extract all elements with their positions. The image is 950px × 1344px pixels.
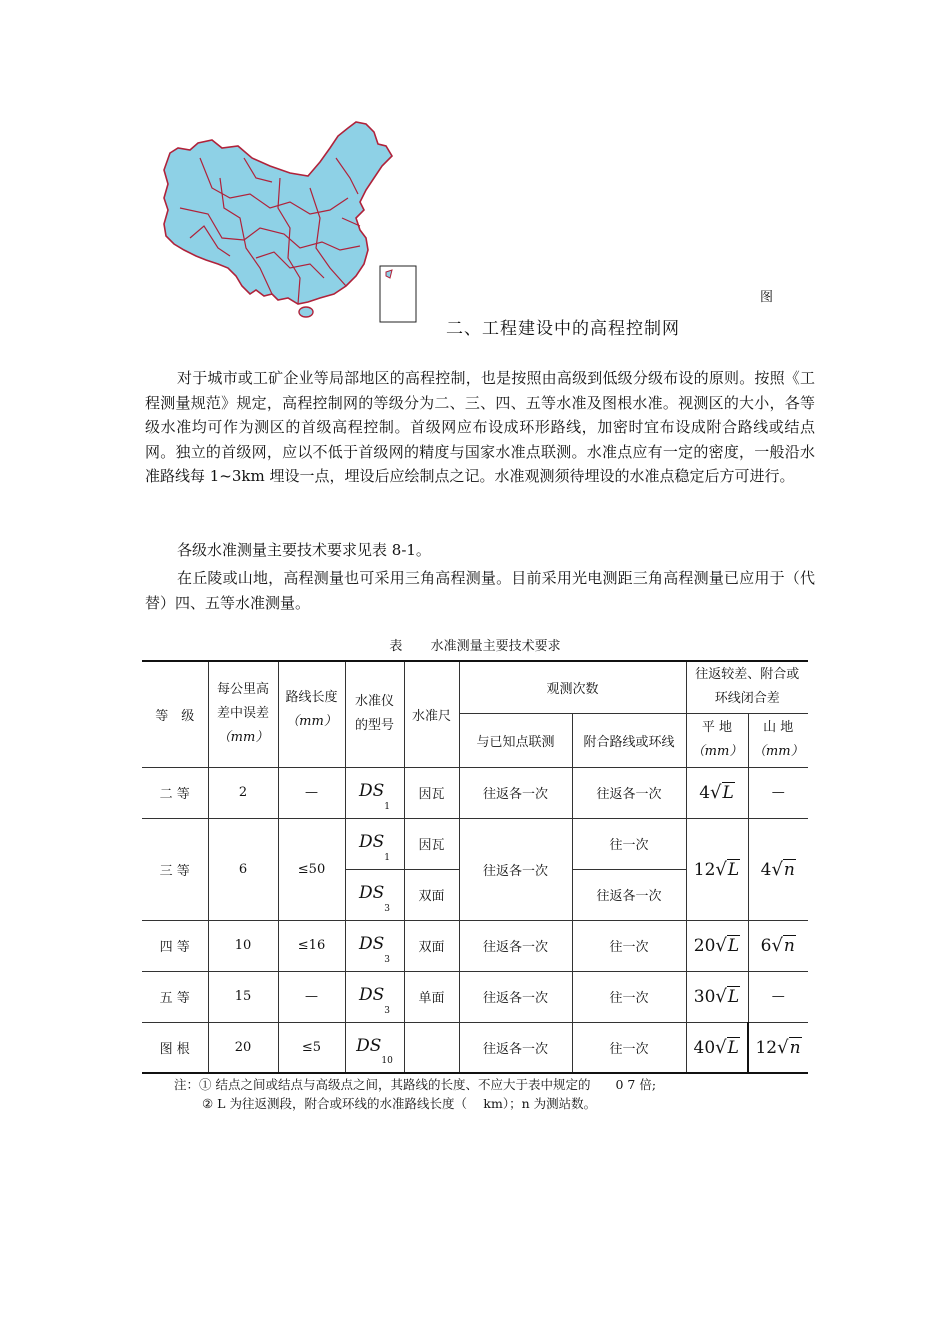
mountain-coef: 4 bbox=[760, 859, 772, 880]
cell-staff: 双面 bbox=[404, 920, 459, 971]
figure-label: 图 bbox=[760, 290, 774, 305]
header-length-unit: （mm） bbox=[286, 714, 337, 729]
header-length-line1: 路线长度 bbox=[285, 690, 338, 705]
map-inset-box bbox=[380, 266, 416, 322]
map-landmass bbox=[164, 122, 392, 304]
table-caption-title: 水准测量主要技术要求 bbox=[430, 639, 561, 654]
cell-staff: 单面 bbox=[404, 971, 459, 1022]
china-map-figure bbox=[160, 118, 420, 328]
instrument-model: DS bbox=[358, 883, 385, 904]
cell-error: 6 bbox=[208, 818, 278, 920]
instrument-model-sub: 3 bbox=[384, 954, 390, 965]
cell-staff bbox=[404, 1022, 459, 1073]
instrument-model-sub: 1 bbox=[384, 852, 390, 863]
header-error-line2: 差中误差 bbox=[216, 706, 269, 722]
cell-staff: 因瓦 bbox=[404, 818, 459, 869]
flat-coef: 12 bbox=[693, 859, 716, 880]
instrument-model: DS bbox=[358, 934, 385, 955]
cell-known: 往返各一次 bbox=[459, 920, 572, 971]
cell-instrument bbox=[345, 869, 404, 920]
cell-route: 往一次 bbox=[572, 971, 686, 1022]
table-row bbox=[142, 767, 808, 818]
instrument-model-sub: 3 bbox=[384, 1005, 390, 1016]
cell-flat: 30√L bbox=[686, 971, 748, 1022]
header-mountain-unit: （mm） bbox=[752, 744, 804, 759]
cell-length: — bbox=[278, 767, 345, 818]
header-error-line1: 每公里高 bbox=[216, 682, 269, 698]
cell-route: 往一次 bbox=[572, 920, 686, 971]
instrument-model-sub: 1 bbox=[384, 801, 390, 812]
instrument-model: DS bbox=[358, 832, 385, 853]
header-obs-route: 附合路线或环线 bbox=[572, 713, 686, 767]
cell-instrument bbox=[345, 767, 404, 818]
table-row bbox=[142, 920, 808, 971]
header-closure-line1: 往返较差、附合或 bbox=[695, 667, 800, 683]
cell-mountain: — bbox=[748, 767, 808, 818]
cell-instrument bbox=[345, 920, 404, 971]
table-notes bbox=[174, 1075, 656, 1113]
header-instrument-line2: 的型号 bbox=[354, 718, 394, 734]
map-island bbox=[299, 307, 313, 317]
flat-var: L bbox=[727, 1037, 739, 1058]
cell-flat: 40√L bbox=[686, 1022, 748, 1073]
header-grade: 等 级 bbox=[142, 661, 208, 767]
header-mountain bbox=[748, 713, 808, 767]
cell-known: 往返各一次 bbox=[459, 971, 572, 1022]
table-row bbox=[142, 1022, 808, 1073]
cell-grade: 三 等 bbox=[142, 818, 208, 920]
cell-flat: 12√L bbox=[686, 818, 748, 920]
cell-mountain: 4√n bbox=[748, 818, 808, 920]
cell-error: 10 bbox=[208, 920, 278, 971]
cell-instrument bbox=[345, 818, 404, 869]
header-error-unit: （mm） bbox=[217, 730, 269, 746]
cell-length: ≤50 bbox=[278, 818, 345, 920]
cell-error: 15 bbox=[208, 971, 278, 1022]
flat-var: L bbox=[722, 783, 734, 803]
mountain-var: n bbox=[783, 859, 795, 880]
header-flat-label: 平 地 bbox=[701, 720, 733, 735]
paragraph-intro: 对于城市或工矿企业等局部地区的高程控制，也是按照由高级到低级分级布设的原则。按照《工程测量规范》规定，高程控制网的等级分为二、三、四、五等水准及图根水准。视测区的大小，各等级水准均可作为测区的首级高程控制。首级网应布设成环形路线，加密时宜布设成附合路线或结点网。独立的首级网，应以不低于首级网的精度与国家水准点联测。水准点应有一定的密度，一般沿水准路线每 1~3km 埋设一点，埋设后应绘制点之记。水准观测须待埋设的水准点稳定后方可进行。 bbox=[145, 369, 815, 485]
leveling-spec-table bbox=[142, 660, 808, 1074]
flat-coef: 4 bbox=[699, 783, 711, 803]
cell-flat: 20√L bbox=[686, 920, 748, 971]
header-obs-count: 观测次数 bbox=[459, 661, 686, 713]
cell-route: 往一次 bbox=[572, 1022, 686, 1073]
header-instrument bbox=[345, 661, 404, 767]
mountain-coef: 12 bbox=[755, 1037, 778, 1058]
paragraph-trig-leveling: 在丘陵或山地，高程测量也可采用三角高程测量。目前采用光电测距三角高程测量已应用于（代替）四、五等水准测量。 bbox=[145, 569, 815, 612]
cell-grade: 二 等 bbox=[142, 767, 208, 818]
mountain-coef: 6 bbox=[760, 936, 772, 956]
cell-length: ≤16 bbox=[278, 920, 345, 971]
mountain-var: n bbox=[783, 936, 795, 956]
header-instrument-line1: 水准仪 bbox=[354, 694, 394, 710]
header-flat bbox=[686, 713, 748, 767]
cell-route: 往返各一次 bbox=[572, 767, 686, 818]
cell-length: ≤5 bbox=[278, 1022, 345, 1073]
table-caption bbox=[0, 635, 950, 654]
instrument-model-sub: 3 bbox=[384, 903, 390, 914]
cell-instrument bbox=[345, 1022, 404, 1073]
flat-var: L bbox=[727, 936, 740, 956]
instrument-model-sub: 10 bbox=[381, 1056, 393, 1067]
instrument-model: DS bbox=[356, 1036, 382, 1057]
flat-var: L bbox=[727, 987, 740, 1007]
header-flat-unit: （mm） bbox=[691, 744, 743, 759]
header-closure bbox=[686, 661, 808, 713]
cell-grade: 四 等 bbox=[142, 920, 208, 971]
header-obs-known: 与已知点联测 bbox=[459, 713, 572, 767]
header-staff: 水准尺 bbox=[404, 661, 459, 767]
cell-length: — bbox=[278, 971, 345, 1022]
flat-coef: 30 bbox=[693, 987, 716, 1007]
cell-error: 2 bbox=[208, 767, 278, 818]
header-mountain-label: 山 地 bbox=[763, 720, 794, 735]
table-caption-prefix: 表 bbox=[389, 639, 403, 654]
cell-staff: 双面 bbox=[404, 869, 459, 920]
flat-var: L bbox=[727, 859, 740, 880]
cell-mountain: — bbox=[748, 971, 808, 1022]
table-row bbox=[142, 971, 808, 1022]
paragraph-table-ref: 各级水准测量主要技术要求见表 8-1。 bbox=[177, 541, 431, 559]
cell-staff: 因瓦 bbox=[404, 767, 459, 818]
instrument-model: DS bbox=[358, 985, 385, 1006]
cell-known: 往返各一次 bbox=[459, 1022, 572, 1073]
cell-known: 往返各一次 bbox=[459, 818, 572, 920]
cell-grade: 五 等 bbox=[142, 971, 208, 1022]
cell-known: 往返各一次 bbox=[459, 767, 572, 818]
table-row bbox=[142, 818, 808, 869]
cell-route: 往返各一次 bbox=[572, 869, 686, 920]
cell-instrument bbox=[345, 971, 404, 1022]
cell-flat: 4√L bbox=[686, 767, 748, 818]
cell-route: 往一次 bbox=[572, 818, 686, 869]
cell-mountain: 12√n bbox=[748, 1022, 808, 1073]
header-error bbox=[208, 661, 278, 767]
note-1: 注：① 结点之间或结点与高级点之间，其路线的长度、不应大于表中规定的 0 7 倍; bbox=[174, 1077, 657, 1092]
instrument-model: DS bbox=[358, 781, 385, 802]
note-2: ② L 为往返测段，附合或环线的水准路线长度（ km）；n 为测站数。 bbox=[202, 1096, 597, 1111]
cell-grade: 图 根 bbox=[142, 1022, 208, 1073]
header-closure-line2: 环线闭合差 bbox=[714, 691, 780, 707]
cell-mountain: 6√n bbox=[748, 920, 808, 971]
cell-error: 20 bbox=[208, 1022, 278, 1073]
mountain-var: n bbox=[789, 1037, 801, 1058]
china-map-image bbox=[160, 118, 420, 328]
header-length bbox=[278, 661, 345, 767]
flat-coef: 40 bbox=[693, 1037, 716, 1058]
flat-coef: 20 bbox=[693, 936, 716, 956]
section-title: 二、工程建设中的高程控制网 bbox=[446, 319, 680, 339]
